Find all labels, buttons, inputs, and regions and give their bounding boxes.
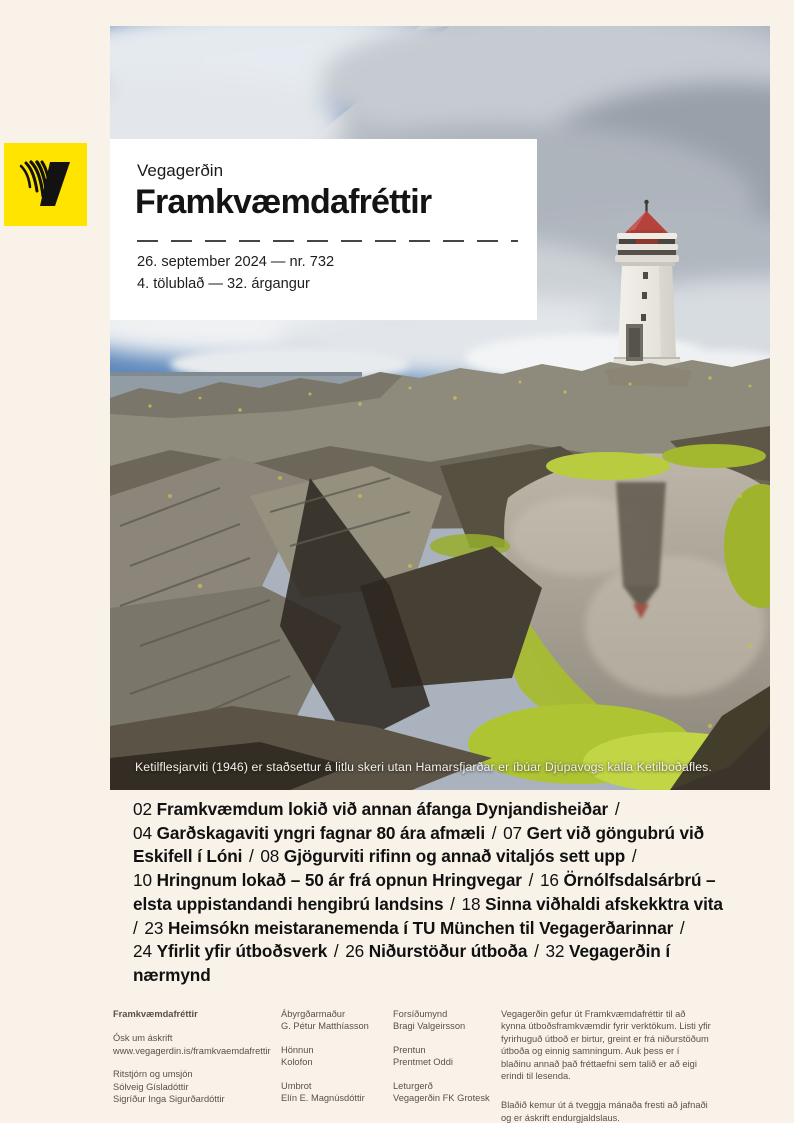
masthead-box xyxy=(110,139,537,320)
toc-entry-number: 18 xyxy=(461,893,486,914)
toc-separator: / xyxy=(675,917,685,938)
toc-entry-title: Gjögurviti rifinn og annað vitaljós sett upp xyxy=(283,846,626,867)
toc-separator: / xyxy=(329,941,344,962)
toc-entry-number: 26 xyxy=(345,941,369,962)
footer-label-coverphoto: Forsíðumynd xyxy=(393,1009,448,1019)
footer-responsible-name: G. Pétur Matthíasson xyxy=(281,1021,369,1032)
footer-editor-2: Sigríður Inga Sigurðardóttir xyxy=(113,1094,225,1105)
footer-column-subscription xyxy=(113,1008,281,1116)
toc-separator: / xyxy=(445,893,460,914)
photo-caption: Ketilflesjarviti (1946) er staðsettur á litlu skeri utan Hamarsfjarðar er íbúar Djúpavogs kalla Ketilboðafles. xyxy=(135,760,712,774)
footer-label-printing: Prentun xyxy=(393,1044,426,1055)
footer-column-about xyxy=(501,1008,711,1123)
issue-date: 26. september 2024 — nr. 732 xyxy=(137,254,335,270)
toc-entry-number: 07 xyxy=(503,822,527,843)
table-of-contents xyxy=(133,798,729,988)
footer-editor-1: Sólveig Gísladóttir xyxy=(113,1081,189,1092)
footer-coverphoto-name: Bragi Valgeirsson xyxy=(393,1021,466,1032)
footer-frequency-paragraph: Blaðið kemur út á tveggja mánaða fresti að jafnaði og er áskrift endurgjaldslaus. xyxy=(501,1100,708,1123)
dashed-divider xyxy=(137,239,518,243)
toc-entry-number: 16 xyxy=(539,870,564,891)
footer-label-typeface: Leturgerð xyxy=(393,1080,433,1091)
toc-entry-title: Garðskagaviti yngri fagnar 80 ára afmæli xyxy=(156,822,486,843)
toc-entry-title: Heimsókn meistaranemenda í TU München til Vegagerðarinnar xyxy=(167,917,674,938)
footer-design-name: Kolofon xyxy=(281,1057,313,1068)
footer-printing-name: Prentmet Oddi xyxy=(393,1057,453,1068)
toc-entry-title: Yfirlit yfir útboðsverk xyxy=(156,941,328,962)
toc-entry-title: Örnólfsdalsárbrú – elsta uppistandandi hengibrú landsins xyxy=(133,870,716,914)
toc-entry-number: 10 xyxy=(133,870,157,891)
footer-label-design: Hönnun xyxy=(281,1044,314,1055)
footer-label-responsible: Ábyrgðarmaður xyxy=(281,1009,346,1019)
toc-separator: / xyxy=(529,941,544,962)
toc-separator: / xyxy=(133,917,143,938)
toc-entry-number: 23 xyxy=(144,917,168,938)
toc-entry-title: Sinna viðhaldi afskekktra vita xyxy=(485,893,723,914)
publication-title: Framkvæmdafréttir xyxy=(135,183,432,221)
toc-entry-number: 24 xyxy=(133,941,157,962)
toc-entry-number: 04 xyxy=(133,822,157,843)
toc-separator: / xyxy=(244,846,259,867)
footer-label-layout: Umbrot xyxy=(281,1080,312,1091)
footer-brand: Framkvæmdafréttir xyxy=(113,1009,198,1019)
footer-typeface-name: Vegagerðin FK Grotesk xyxy=(393,1093,490,1104)
subscription-url[interactable]: www.vegagerdin.is/framkvaemdafrettir xyxy=(113,1045,271,1056)
toc-entry-number: 32 xyxy=(545,941,570,962)
toc-separator: / xyxy=(523,870,538,891)
toc-entry-title: Framkvæmdum lokið við annan áfanga Dynjandisheiðar xyxy=(156,799,609,819)
footer-column-production xyxy=(281,1008,389,1115)
toc-entry-title: Hringnum lokað – 50 ár frá opnun Hringvegar xyxy=(156,870,522,891)
vegagerdin-logo-icon xyxy=(4,143,87,226)
vegagerdin-logo xyxy=(4,143,87,226)
toc-entry-title: Gert við göngubrú við Eskifell í Lóni xyxy=(133,822,705,867)
footer-label-editors: Ritstjórn og umsjón xyxy=(113,1069,193,1080)
publisher-name: Vegagerðin xyxy=(137,161,224,180)
issue-number: 4. tölublað — 32. árgangur xyxy=(137,275,310,292)
toc-separator: / xyxy=(610,799,620,819)
toc-separator: / xyxy=(487,822,502,843)
toc-entry-title: Vegagerðin í nærmynd xyxy=(133,941,671,985)
footer-column-print xyxy=(393,1008,497,1115)
toc-entry-title: Niðurstöður útboða xyxy=(368,941,528,962)
footer-label-subscription: Ósk um áskrift xyxy=(113,1033,173,1044)
footer-about-paragraph: Vegagerðin gefur út Framkvæmdafréttir til að kynna útboðsframkvæmdir fyrir verktökum. Listi yfir fyrirhuguð útboð er birtur, greint er frá niðurstöðum útboða og einnig samningum. Auk þess er í blaðinu annað það fréttaefni sem talið er að eigi erindi til lesenda. xyxy=(501,1009,711,1082)
toc-entry-number: 02 xyxy=(133,799,157,819)
toc-entry-number: 08 xyxy=(260,846,284,867)
footer-layout-name: Elín E. Magnúsdóttir xyxy=(281,1093,365,1104)
toc-separator: / xyxy=(627,846,637,867)
